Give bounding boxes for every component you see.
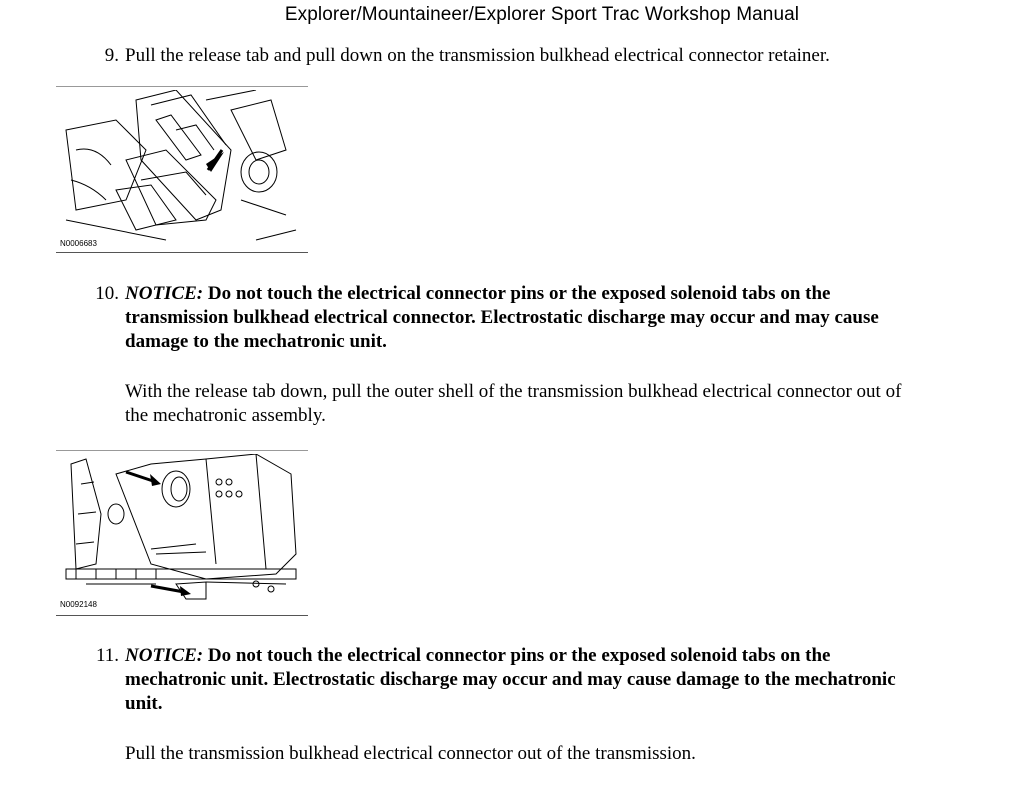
connector-retainer-illustration-icon bbox=[56, 90, 308, 250]
step-number: 9. bbox=[104, 45, 119, 66]
figure-mechatronic-connector bbox=[56, 450, 308, 617]
step-text: Pull the release tab and pull down on the transmission bulkhead electrical connector retainer. bbox=[125, 45, 830, 66]
document-header: Explorer/Mountaineer/Explorer Sport Trac Workshop Manual bbox=[284, 4, 800, 25]
step-number: 10. bbox=[95, 283, 119, 304]
step-number: 11. bbox=[95, 645, 119, 666]
figure-label: N0006683 bbox=[60, 239, 97, 248]
figure-bottom-rule bbox=[56, 252, 308, 253]
notice-line-3: damage to the mechatronic unit. bbox=[125, 331, 387, 352]
notice-line-3: unit. bbox=[125, 693, 163, 714]
notice-line-2: transmission bulkhead electrical connector. Electrostatic discharge may occur and may cause bbox=[125, 307, 879, 328]
notice-label: NOTICE: bbox=[125, 283, 204, 304]
notice-text: Do not touch the electrical connector pins or the exposed solenoid tabs on the bbox=[207, 645, 831, 666]
step-text-line-2: the mechatronic assembly. bbox=[125, 405, 326, 426]
figure-top-rule bbox=[56, 450, 308, 451]
notice-line-2: mechatronic unit. Electrostatic discharge may occur and may cause damage to the mechatronic bbox=[125, 669, 896, 690]
notice-line-1 bbox=[125, 282, 830, 306]
figure-bottom-rule bbox=[56, 615, 308, 616]
notice-line-1 bbox=[125, 644, 830, 668]
notice-text: Do not touch the electrical connector pins or the exposed solenoid tabs on the bbox=[207, 283, 831, 304]
figure-top-rule bbox=[56, 86, 308, 87]
notice-label: NOTICE: bbox=[125, 645, 204, 666]
figure-label: N0092148 bbox=[60, 600, 97, 609]
figure-connector-retainer bbox=[56, 86, 308, 254]
step-text: Pull the transmission bulkhead electrical connector out of the transmission. bbox=[125, 743, 696, 764]
mechatronic-connector-illustration-icon bbox=[56, 454, 308, 604]
step-text-line-1: With the release tab down, pull the outer shell of the transmission bulkhead electrical connector out of bbox=[125, 381, 902, 402]
